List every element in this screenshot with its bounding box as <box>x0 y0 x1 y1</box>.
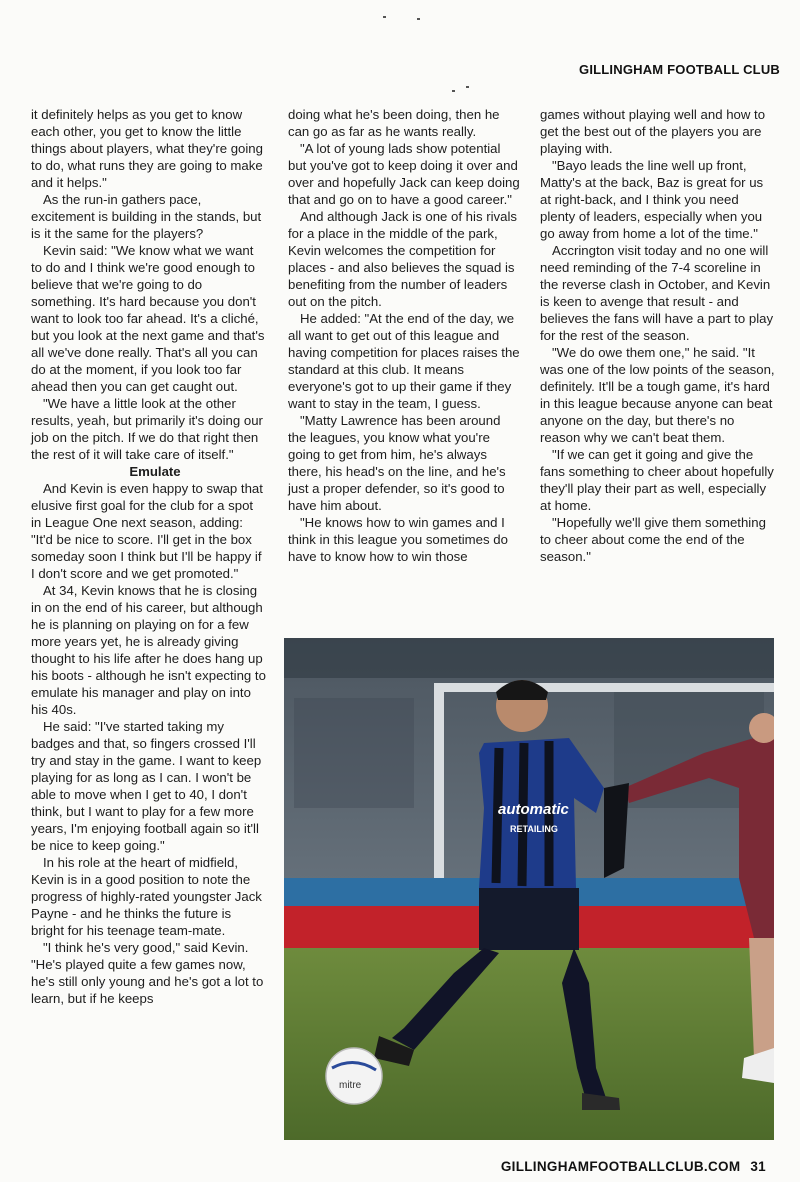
paragraph: "A lot of young lads show potential but you've got to keep doing it over and over and hopefully Jack can keep doing that and go on to have a good career." <box>288 141 520 207</box>
paragraph: Accrington visit today and no one will need reminding of the 7-4 scoreline in the reverse clash in October, and Kevin is keen to avenge that result - and believes the fans will have a part to play for the rest of the season. <box>540 243 774 343</box>
match-photo <box>284 638 774 1140</box>
paragraph: And although Jack is one of his rivals for a place in the middle of the park, Kevin welcomes the competition for places - and also believes the squad is benefiting from the number of leaders out on the pitch. <box>288 209 517 309</box>
paragraph: As the run-in gathers pace, excitement is building in the stands, but is it the same for the players? <box>31 192 262 241</box>
match-photo-illustration <box>284 638 774 1140</box>
shirt-sponsor: automatic <box>498 801 569 818</box>
paragraph: In his role at the heart of midfield, Kevin is in a good position to note the progress of highly-rated youngster Jack Payne - and he thinks the future is bright for his teenage team-mate. <box>31 855 262 938</box>
paragraph: "Bayo leads the line well up front, Matty's at the back, Baz is great for us at right-back, and I think you need plenty of leaders, especially when you go away from home a lot of the time." <box>540 158 764 241</box>
article-column-2 <box>288 106 520 565</box>
print-speck <box>452 90 455 92</box>
paragraph: "We have a little look at the other results, yeah, but primarily it's doing our job on the pitch. If we do that right then the rest of it will take care of itself." <box>31 396 263 462</box>
paragraph: He said: "I've started taking my badges and that, so fingers crossed I'll try and stay in the game. I want to keep playing for as long as I can. I won't be able to move when I get to 40, I don't think, but I want to play for a few more years, I'm enjoying football again so it'll be nice to keep going." <box>31 719 262 853</box>
print-speck <box>383 16 386 18</box>
paragraph: Kevin said: "We know what we want to do and I think we're good enough to believe that we're going to do something. It's hard because you don't want to look too far ahead. It's a cliché, but you look at the next game and that's all we've done really. That's all you can do at the moment, if you look too far ahead then you can get caught out. <box>31 243 265 394</box>
club-header: GILLINGHAM FOOTBALL CLUB <box>579 62 780 77</box>
player-shorts <box>479 888 579 950</box>
paragraph: doing what he's been doing, then he can go as far as he wants really. <box>288 107 500 139</box>
ball-brand: mitre <box>339 1080 362 1091</box>
goal-crossbar <box>434 683 774 692</box>
paragraph: At 34, Kevin knows that he is closing in on the end of his career, but although he is planning on playing on for a few more years yet, he is already giving thought to his life after he does hang up his boots - although he isn't expecting to emulate his manager and play on into his 40s. <box>31 583 266 717</box>
paragraph: He added: "At the end of the day, we all want to get out of this league and having competition for places raises the standard at this club. It means everyone's got to up their game if they want to stay in the team, I guess. <box>288 311 520 411</box>
paragraph: "I think he's very good," said Kevin. "He's played quite a few games now, he's still only young and he's got a lot to learn, but if he keeps <box>31 940 264 1006</box>
print-speck <box>466 86 469 88</box>
print-speck <box>417 18 420 20</box>
article-column-1 <box>31 106 267 1007</box>
pitch-grass <box>284 948 774 1140</box>
article-column-3 <box>540 106 776 565</box>
subheading: Emulate <box>129 464 181 479</box>
page-footer <box>501 1159 766 1174</box>
paragraph: "If we can get it going and give the fans something to cheer about hopefully they'll play their part as well, especially at home. <box>540 447 774 513</box>
footer-site: GILLINGHAMFOOTBALLCLUB.COM <box>500 1159 741 1174</box>
football <box>326 1048 382 1104</box>
paragraph: games without playing well and how to get the best out of the players you are playing with. <box>540 107 766 156</box>
paragraph: "We do owe them one," he said. "It was one of the low points of the season, definitely. It'll be a tough game, it's hard in this league because anyone can beat anyone on the day, but there's no reason why we can't beat them. <box>540 345 775 445</box>
paragraph: "Matty Lawrence has been around the leagues, you know what you're going to get from him, he's always there, his head's on the line, and he's just a proper defender, so it's good to have him about. <box>288 413 506 513</box>
shirt-sponsor-sub: RETAILING <box>510 824 558 834</box>
paragraph: "Hopefully we'll give them something to cheer about come the end of the season." <box>540 515 766 564</box>
paragraph: it definitely helps as you get to know each other, you get to know the little things about players, what they're going to do, what runs they are going to make and it helps." <box>31 107 263 190</box>
paragraph: And Kevin is even happy to swap that elusive first goal for the club for a spot in League One next season, adding: "It'd be nice to score. I'll get in the box someday soon I think but I'll be happy if I don't score and we get promoted." <box>31 481 263 581</box>
paragraph: "He knows how to win games and I think in this league you sometimes do have to know how to win those <box>288 515 508 564</box>
page-number: 31 <box>750 1159 766 1174</box>
